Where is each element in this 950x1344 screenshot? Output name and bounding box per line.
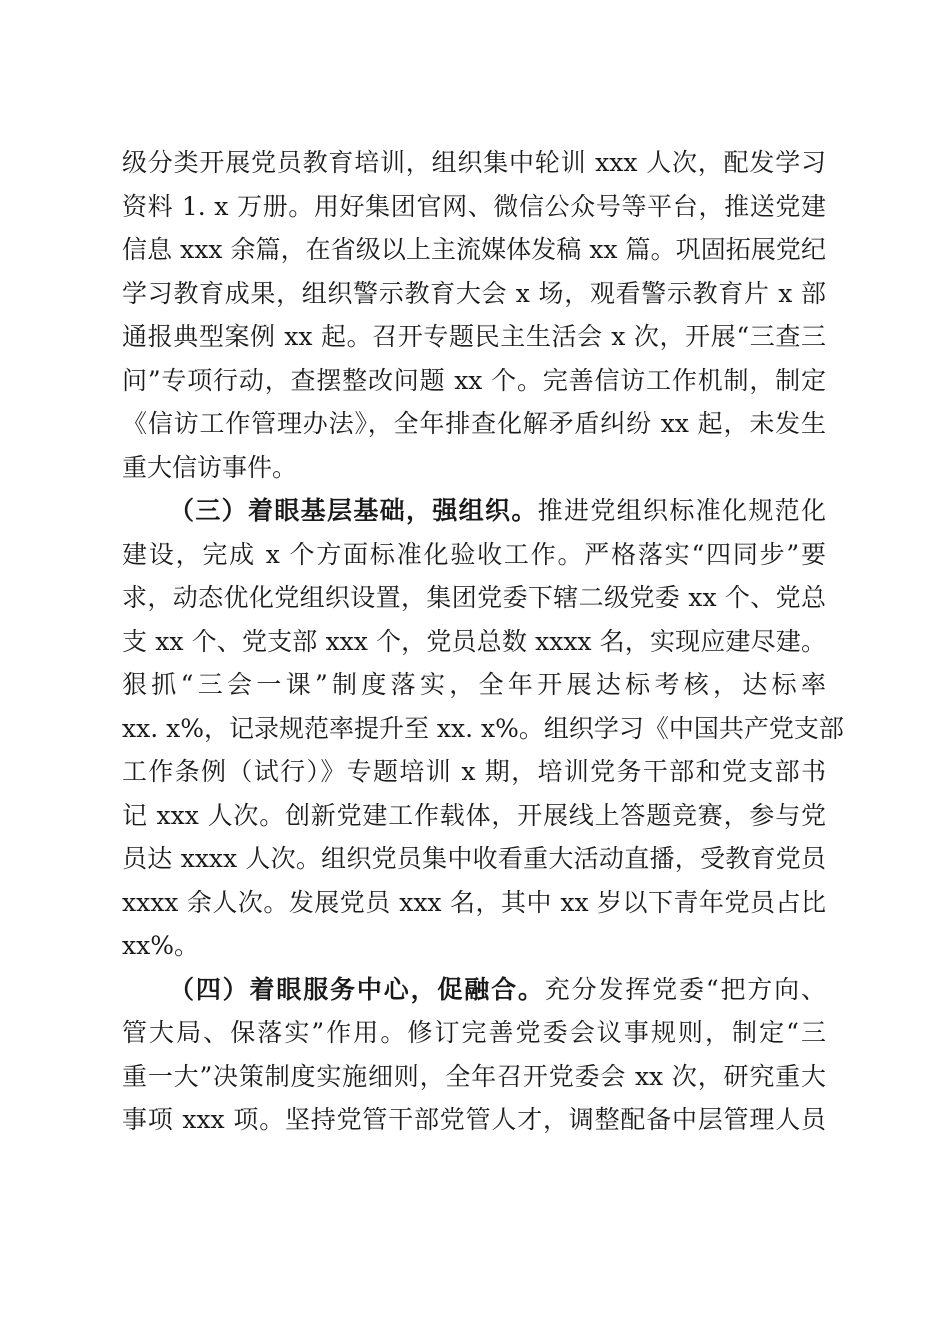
text-line: 重一大”决策制度实施细则，全年召开党委会 xx 次，研究重大 xyxy=(122,1061,826,1091)
text-line: 资料 1. x 万册。用好集团官网、微信公众号等平台，推送党建 xyxy=(122,191,826,221)
text-line: 狠抓“三会一课”制度落实，全年开展达标考核，达标率 xyxy=(122,670,826,699)
text-run: 推进党组织标准化规范化 xyxy=(537,496,826,525)
text-line: 管大局、保落实”作用。修订完善党委会议事规则，制定“三 xyxy=(122,1018,826,1047)
paragraph-first-line xyxy=(122,968,826,1012)
section-heading: （三）着眼基层基础，强组织。 xyxy=(169,496,538,525)
text-line: 《信访工作管理办法》，全年排查化解矛盾纠纷 xx 起，未发生 xyxy=(122,409,826,438)
text-line: 通报典型案例 xx 起。召开专题民主生活会 x 次，开展“三查三 xyxy=(122,322,826,351)
paragraph-1 xyxy=(122,141,826,489)
text-line: 学习教育成果，组织警示教育大会 x 场，观看警示教育片 x 部 xyxy=(122,278,826,308)
text-line: 工作条例（试行）》专题培训 x 期，培训党务干部和党支部书 xyxy=(122,757,826,786)
text-line: xx. x%，记录规范率提升至 xx. x%。组织学习《中国共产党支部 xyxy=(122,713,844,743)
text-line: 建设，完成 x 个方面标准化验收工作。严格落实“四同步”要 xyxy=(122,539,826,569)
text-line: xxxx 余人次。发展党员 xxx 名，其中 xx 岁以下青年党员占比 xyxy=(122,887,826,917)
text-line: 信息 xxx 余篇，在省级以上主流媒体发稿 xx 篇。巩固拓展党纪 xyxy=(122,235,826,264)
document-body xyxy=(122,141,844,1142)
text-line: 级分类开展党员教育培训，组织集中轮训 xxx 人次，配发学习 xyxy=(122,148,826,177)
text-line: 事项 xxx 项。坚持党管干部党管人才，调整配备中层管理人员 xyxy=(122,1105,826,1134)
text-line: 重大信访事件。 xyxy=(122,452,298,482)
text-line: 员达 xxxx 人次。组织党员集中收看重大活动直播，受教育党员 xyxy=(122,844,826,873)
text-line: 求，动态优化党组织设置，集团党委下辖二级党委 xx 个、党总 xyxy=(122,583,826,612)
text-line: 问”专项行动，查摆整改问题 xx 个。完善信访工作机制，制定 xyxy=(122,365,826,395)
paragraph-first-line xyxy=(122,489,826,533)
text-line: 支 xx 个、党支部 xxx 个，党员总数 xxxx 名，实现应建尽建。 xyxy=(122,626,826,656)
paragraph-3 xyxy=(122,968,826,1142)
text-line: xx%。 xyxy=(122,931,199,960)
section-heading: （四）着眼服务中心，促融合。 xyxy=(169,974,545,1004)
text-line: 记 xxx 人次。创新党建工作载体，开展线上答题竞赛，参与党 xyxy=(122,800,826,830)
paragraph-2 xyxy=(122,489,844,968)
text-run: 充分发挥党委“把方向、 xyxy=(544,974,826,1004)
